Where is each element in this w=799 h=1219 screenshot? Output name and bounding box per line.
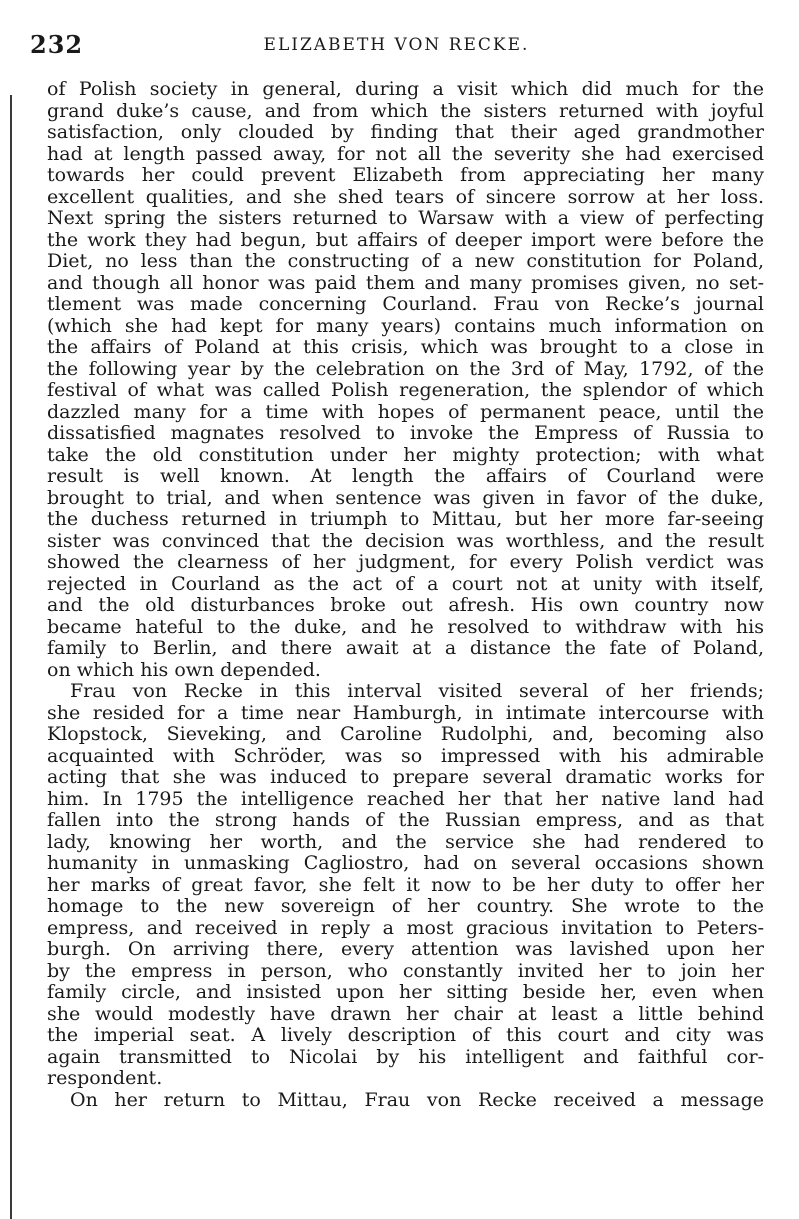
text-line: rejected in Courland as the act of a court not at unity with itself, [47, 573, 764, 595]
text-line: of Polish society in general, during a visit which did much for the [47, 79, 764, 100]
text-line: on which his own depended. [47, 659, 321, 681]
text-line: festival of what was called Polish regeneration, the splendor of which [47, 380, 764, 401]
text-line: acting that she was induced to prepare several dramatic works for [47, 767, 764, 788]
text-line: sister was convinced that the decision was worthless, and the result [47, 530, 764, 552]
text-line: the imperial seat. A lively description of this court and city was [47, 1025, 764, 1046]
text-line: respondent. [47, 1068, 163, 1089]
page-number: 232 [30, 30, 84, 59]
text-line: result is well known. At length the affairs of Courland were [47, 466, 764, 487]
text-line: (which she had kept for many years) contains much information on [47, 315, 764, 337]
text-line: dissatisfied magnates resolved to invoke the Empress of Russia to [47, 423, 764, 444]
body-text [47, 79, 764, 1111]
text-line: Frau von Recke in this interval visited several of her friends; [70, 681, 764, 702]
text-line: homage to the new sovereign of her country. She wrote to the [47, 896, 764, 917]
text-line: fallen into the strong hands of the Russian empress, and as that [47, 810, 764, 831]
text-line: she would modestly have drawn her chair at least a little behind [47, 1003, 764, 1025]
text-line: Diet, no less than the constructing of a new constitution for Poland, [47, 251, 764, 272]
text-line: the work they had begun, but affairs of deeper import were before the [47, 229, 764, 251]
text-line: acquainted with Schröder, was so impressed with his admirable [47, 745, 764, 767]
text-line: empress, and received in reply a most gracious invitation to Peters- [47, 917, 764, 939]
text-line: brought to trial, and when sentence was given in favor of the duke, [47, 487, 764, 509]
text-line: the duchess returned in triumph to Mittau, but her more far-seeing [47, 509, 764, 530]
text-line: her marks of great favor, she felt it now to be her duty to offer her [47, 874, 764, 896]
text-line: and though all honor was paid them and many promises given, no set- [47, 272, 764, 294]
text-line: showed the clearness of her judgment, for every Polish verdict was [47, 552, 764, 573]
text-line: and the old disturbances broke out afresh. His own country now [47, 595, 764, 616]
text-line: tlement was made concerning Courland. Frau von Recke’s journal [47, 294, 764, 315]
running-head: ELIZABETH VON RECKE. [263, 35, 530, 55]
text-line: family circle, and insisted upon her sitting beside her, even when [47, 982, 764, 1003]
page-header [30, 30, 763, 58]
left-margin-rule [10, 95, 12, 1219]
text-line: humanity in unmasking Cagliostro, had on several occasions shown [47, 853, 764, 874]
text-line: had at length passed away, for not all the severity she had exercised [47, 143, 764, 165]
text-line: towards her could prevent Elizabeth from appreciating her many [47, 165, 764, 186]
text-line: burgh. On arriving there, every attention was lavished upon her [47, 939, 764, 960]
text-line: lady, knowing her worth, and the service she had rendered to [47, 831, 764, 853]
text-line: take the old constitution under her mighty protection; with what [47, 444, 764, 466]
text-line: Next spring the sisters returned to Warsaw with a view of perfecting [47, 208, 764, 229]
text-line: On her return to Mittau, Frau von Recke received a message [70, 1089, 764, 1111]
text-line: family to Berlin, and there await at a distance the fate of Poland, [47, 638, 764, 659]
text-line: became hateful to the duke, and he resolved to withdraw with his [47, 616, 764, 638]
text-line: satisfaction, only clouded by finding that their aged grandmother [47, 122, 764, 143]
text-line: grand duke’s cause, and from which the sisters returned with joyful [47, 100, 764, 122]
text-line: him. In 1795 the intelligence reached her that her native land had [47, 788, 764, 810]
text-line: the following year by the celebration on the 3rd of May, 1792, of the [47, 358, 764, 380]
text-line: again transmitted to Nicolai by his intelligent and faithful cor- [47, 1046, 764, 1068]
text-line: the affairs of Poland at this crisis, which was brought to a close in [47, 337, 764, 358]
text-line: dazzled many for a time with hopes of permanent peace, until the [47, 401, 764, 423]
text-line: she resided for a time near Hamburgh, in intimate intercourse with [47, 702, 764, 724]
text-line: Klopstock, Sieveking, and Caroline Rudolphi, and, becoming also [47, 724, 764, 745]
text-line: excellent qualities, and she shed tears of sincere sorrow at her loss. [47, 186, 764, 208]
text-line: by the empress in person, who constantly invited her to join her [47, 960, 764, 982]
